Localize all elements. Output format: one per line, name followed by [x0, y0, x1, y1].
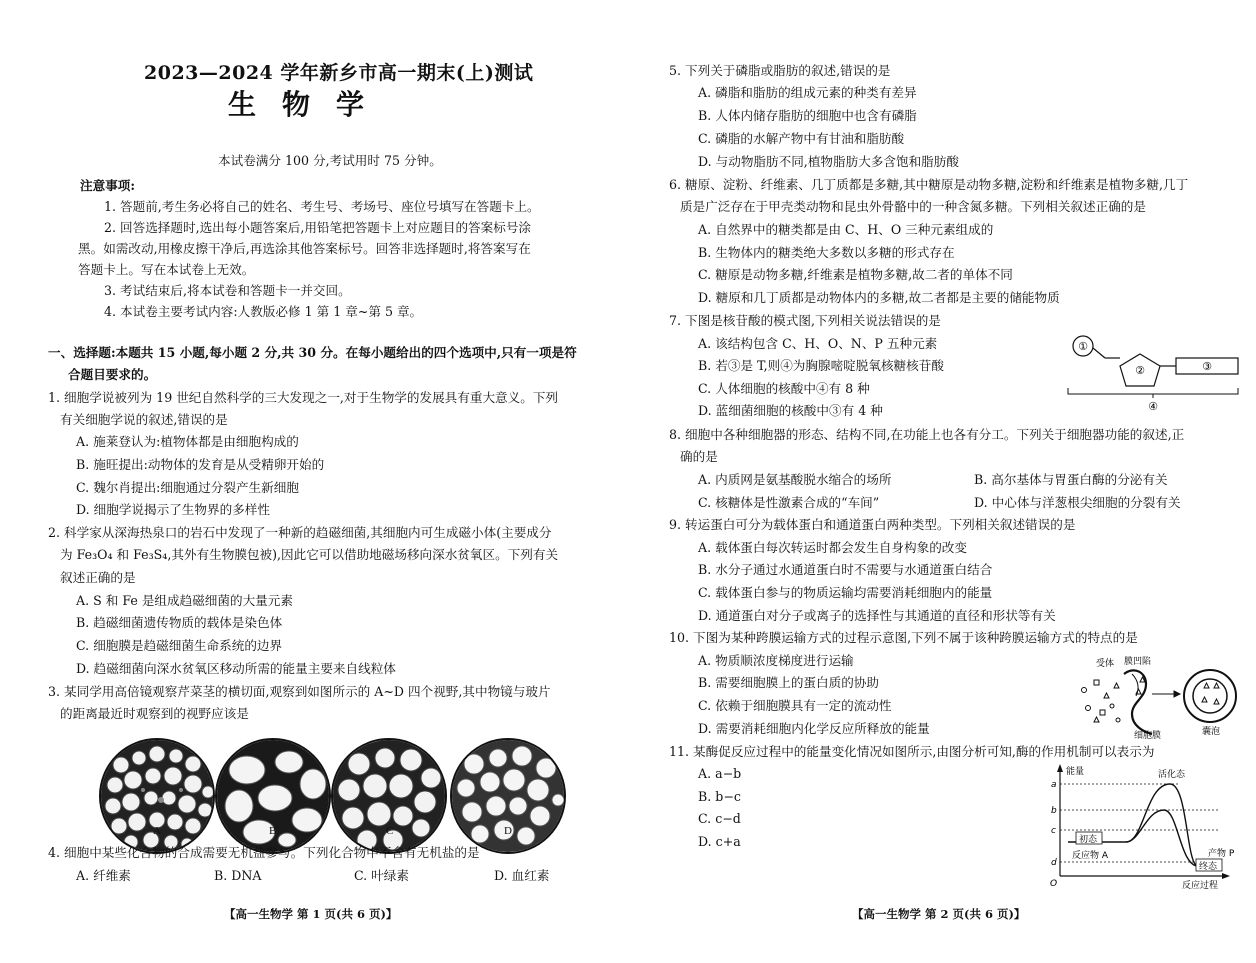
right-page: [628, 0, 1256, 963]
notice-2-cont: 黑。如需改动,用橡皮擦干净后,再选涂其他答案标号。回答非选择题时,将答案写在: [78, 241, 531, 256]
subject-title: 生物学: [228, 88, 391, 121]
view-label-b: B: [269, 825, 277, 837]
graph-peak-label: 活化态: [1158, 770, 1186, 780]
q9-option-c: C. 载体蛋白参与的物质运输均需要消耗细胞内的能量: [698, 585, 993, 600]
graph-product-label: 产物 P: [1208, 849, 1235, 859]
q5-option-d: D. 与动物脂肪不同,植物脂肪大多含饱和脂肪酸: [698, 154, 959, 169]
view-label-d: D: [504, 825, 512, 837]
graph-tick-b: b: [1051, 806, 1057, 816]
q4-option-d: D. 血红素: [494, 868, 550, 883]
q11-option-c: C. c−d: [698, 811, 741, 826]
q5-option-c: C. 磷脂的水解产物中有甘油和脂肪酸: [698, 131, 905, 146]
q8-option-b: B. 高尔基体与胃蛋白酶的分泌有关: [974, 472, 1168, 487]
exam-info: 本试卷满分 100 分,考试用时 75 分钟。: [218, 153, 442, 168]
nucleotide-label-2: ②: [1135, 364, 1145, 377]
q2-stem-cont: 为 Fe₃O₄ 和 Fe₃S₄,其外有生物膜包被),因此它可以借助地磁场移向深水贫氧区。下列有关: [60, 547, 559, 562]
q7-option-d: D. 蓝细菌细胞的核酸中③有 4 种: [698, 403, 883, 418]
graph-reactant-label: 反应物 A: [1072, 851, 1109, 861]
nucleotide-label-4: ④: [1148, 400, 1158, 413]
q6-option-a: A. 自然界中的糖类都是由 C、H、O 三种元素组成的: [698, 222, 994, 237]
q5-option-a: A. 磷脂和脂肪的组成元素的种类有差异: [698, 85, 917, 100]
exam-title: 2023—2024 学年新乡市高一期末(上)测试: [144, 62, 534, 84]
q8-stem: 8. 细胞中各种细胞器的形态、结构不同,在功能上也各有分工。下列关于细胞器功能的叙述,正: [669, 427, 1185, 442]
q9-option-a: A. 载体蛋白每次转运时都会发生自身构象的改变: [698, 540, 967, 555]
q10-option-c: C. 依赖于细胞膜具有一定的流动性: [698, 698, 892, 713]
q5-option-b: B. 人体内储存脂肪的细胞中也含有磷脂: [698, 108, 917, 123]
q9-option-b: B. 水分子通过水通道蛋白时不需要与水通道蛋白结合: [698, 562, 993, 577]
q2-option-b: B. 趋磁细菌遗传物质的载体是染色体: [76, 615, 283, 630]
graph-tick-a: a: [1051, 780, 1057, 790]
graph-x-axis-label: 反应过程: [1182, 881, 1219, 891]
q7-option-c: C. 人体细胞的核酸中④有 8 种: [698, 381, 870, 396]
q2-option-d: D. 趋磁细菌向深水贫氧区移动所需的能量主要来自线粒体: [76, 661, 396, 676]
q4-option-b: B. DNA: [214, 868, 262, 883]
notice-2-end: 答题卡上。写在本试卷上无效。: [78, 262, 255, 277]
endocytosis-label-pit: 膜凹陷: [1124, 657, 1152, 667]
endocytosis-diagram: [1074, 654, 1242, 740]
notice-1: 1. 答题前,考生务必将自己的姓名、考生号、考场号、座位号填写在答题卡上。: [104, 199, 540, 214]
q1-stem-cont: 有关细胞学说的叙述,错误的是: [60, 412, 228, 427]
q10-option-b: B. 需要细胞膜上的蛋白质的协助: [698, 675, 879, 690]
q2-stem: 2. 科学家从深海热泉口的岩石中发现了一种新的趋磁细菌,其细胞内可生成磁小体(主要成分: [48, 525, 552, 540]
q4-option-a: A. 纤维素: [76, 868, 131, 883]
q7-option-a: A. 该结构包含 C、H、O、N、P 五种元素: [698, 336, 938, 351]
q3-stem-cont: 的距离最近时观察到的视野应该是: [60, 706, 249, 721]
q6-option-b: B. 生物体内的糖类绝大多数以多糖的形式存在: [698, 245, 955, 260]
q1-option-c: C. 魏尔肖提出:细胞通过分裂产生新细胞: [76, 480, 299, 495]
q2-stem-end: 叙述正确的是: [60, 570, 136, 585]
q1-option-d: D. 细胞学说揭示了生物界的多样性: [76, 502, 270, 517]
graph-tick-d: d: [1051, 858, 1057, 868]
q7-stem: 7. 下图是核苷酸的模式图,下列相关说法错误的是: [669, 313, 941, 328]
q4-option-c: C. 叶绿素: [354, 868, 409, 883]
q6-stem: 6. 糖原、淀粉、纤维素、几丁质都是多糖,其中糖原是动物多糖,淀粉和纤维素是植物多糖,几丁: [669, 177, 1189, 192]
nucleotide-label-3: ③: [1202, 360, 1212, 373]
q8-option-a: A. 内质网是氨基酸脱水缩合的场所: [698, 472, 892, 487]
page-footer-right: 【高一生物学 第 2 页(共 6 页)】: [852, 907, 1026, 921]
q8-stem-cont: 确的是: [680, 449, 718, 464]
q5-stem: 5. 下列关于磷脂或脂肪的叙述,错误的是: [669, 63, 891, 78]
q6-stem-cont: 质是广泛存在于甲壳类动物和昆虫外骨骼中的一种含氮多糖。下列相关叙述正确的是: [680, 199, 1146, 214]
notice-3: 3. 考试结束后,将本试卷和答题卡一并交回。: [104, 283, 351, 298]
energy-graph: [1046, 762, 1242, 892]
q9-stem: 9. 转运蛋白可分为载体蛋白和通道蛋白两种类型。下列相关叙述错误的是: [669, 517, 1076, 532]
q10-option-a: A. 物质顺浓度梯度进行运输: [698, 653, 854, 668]
q6-option-d: D. 糖原和几丁质都是动物体内的多糖,故二者都是主要的储能物质: [698, 290, 1060, 305]
endocytosis-label-membrane: 细胞膜: [1134, 731, 1162, 740]
q8-option-d: D. 中心体与洋葱根尖细胞的分裂有关: [974, 495, 1181, 510]
q9-option-d: D. 通道蛋白对分子或离子的选择性与其通道的直径和形状等有关: [698, 608, 1056, 623]
endocytosis-label-receptor: 受体: [1096, 659, 1115, 669]
endocytosis-label-vesicle: 囊泡: [1202, 727, 1221, 737]
q4-stem: 4. 细胞中某些化合物的合成需要无机盐参与。下列化合物中不含有无机盐的是: [48, 845, 480, 860]
graph-origin: O: [1050, 879, 1058, 889]
q1-option-a: A. 施莱登认为:植物体都是由细胞构成的: [76, 434, 299, 449]
q6-option-c: C. 糖原是动物多糖,纤维素是植物多糖,故二者的单体不同: [698, 267, 1013, 282]
section-heading-cont: 合题目要求的。: [68, 367, 157, 382]
notice-2: 2. 回答选择题时,选出每小题答案后,用铅笔把答题卡上对应题目的答案标号涂: [104, 220, 532, 235]
q11-option-b: B. b−c: [698, 789, 741, 804]
q7-option-b: B. 若③是 T,则④为胸腺嘧啶脱氧核糖核苷酸: [698, 358, 944, 373]
q1-option-b: B. 施旺提出:动物体的发育是从受精卵开始的: [76, 457, 325, 472]
q11-option-a: A. a−b: [698, 766, 742, 781]
graph-end-label: 终态: [1199, 862, 1218, 872]
q3-stem: 3. 某同学用高倍镜观察芹菜茎的横切面,观察到如图所示的 A~D 四个视野,其中物镜与玻片: [48, 684, 551, 699]
graph-tick-c: c: [1051, 826, 1056, 836]
q8-option-c: C. 核糖体是性激素合成的“车间”: [698, 495, 880, 510]
nucleotide-diagram: [1058, 334, 1243, 414]
q10-stem: 10. 下图为某种跨膜运输方式的过程示意图,下列不属于该种跨膜运输方式的特点的是: [669, 630, 1138, 645]
graph-start-label: 初态: [1079, 835, 1098, 845]
q11-option-d: D. c+a: [698, 834, 741, 849]
graph-y-axis-label: 能量: [1066, 767, 1085, 777]
q2-option-a: A. S 和 Fe 是组成趋磁细菌的大量元素: [76, 593, 293, 608]
page-footer-left: 【高一生物学 第 1 页(共 6 页)】: [224, 907, 398, 921]
notice-4: 4. 本试卷主要考试内容:人教版必修 1 第 1 章~第 5 章。: [104, 304, 423, 319]
section-heading: 一、选择题:本题共 15 小题,每小题 2 分,共 30 分。在每小题给出的四个选项中,只有一项是符: [48, 345, 577, 360]
q1-stem: 1. 细胞学说被列为 19 世纪自然科学的三大发现之一,对于生物学的发展具有重大意义。下列: [48, 390, 559, 405]
notice-heading: 注意事项:: [80, 178, 136, 193]
view-label-c: C: [386, 825, 394, 837]
q11-stem: 11. 某酶促反应过程中的能量变化情况如图所示,由图分析可知,酶的作用机制可以表示为: [669, 744, 1155, 759]
nucleotide-label-1: ①: [1078, 340, 1088, 353]
view-label-a: A: [153, 825, 161, 837]
q2-option-c: C. 细胞膜是趋磁细菌生命系统的边界: [76, 638, 283, 653]
q10-option-d: D. 需要消耗细胞内化学反应所释放的能量: [698, 721, 930, 736]
